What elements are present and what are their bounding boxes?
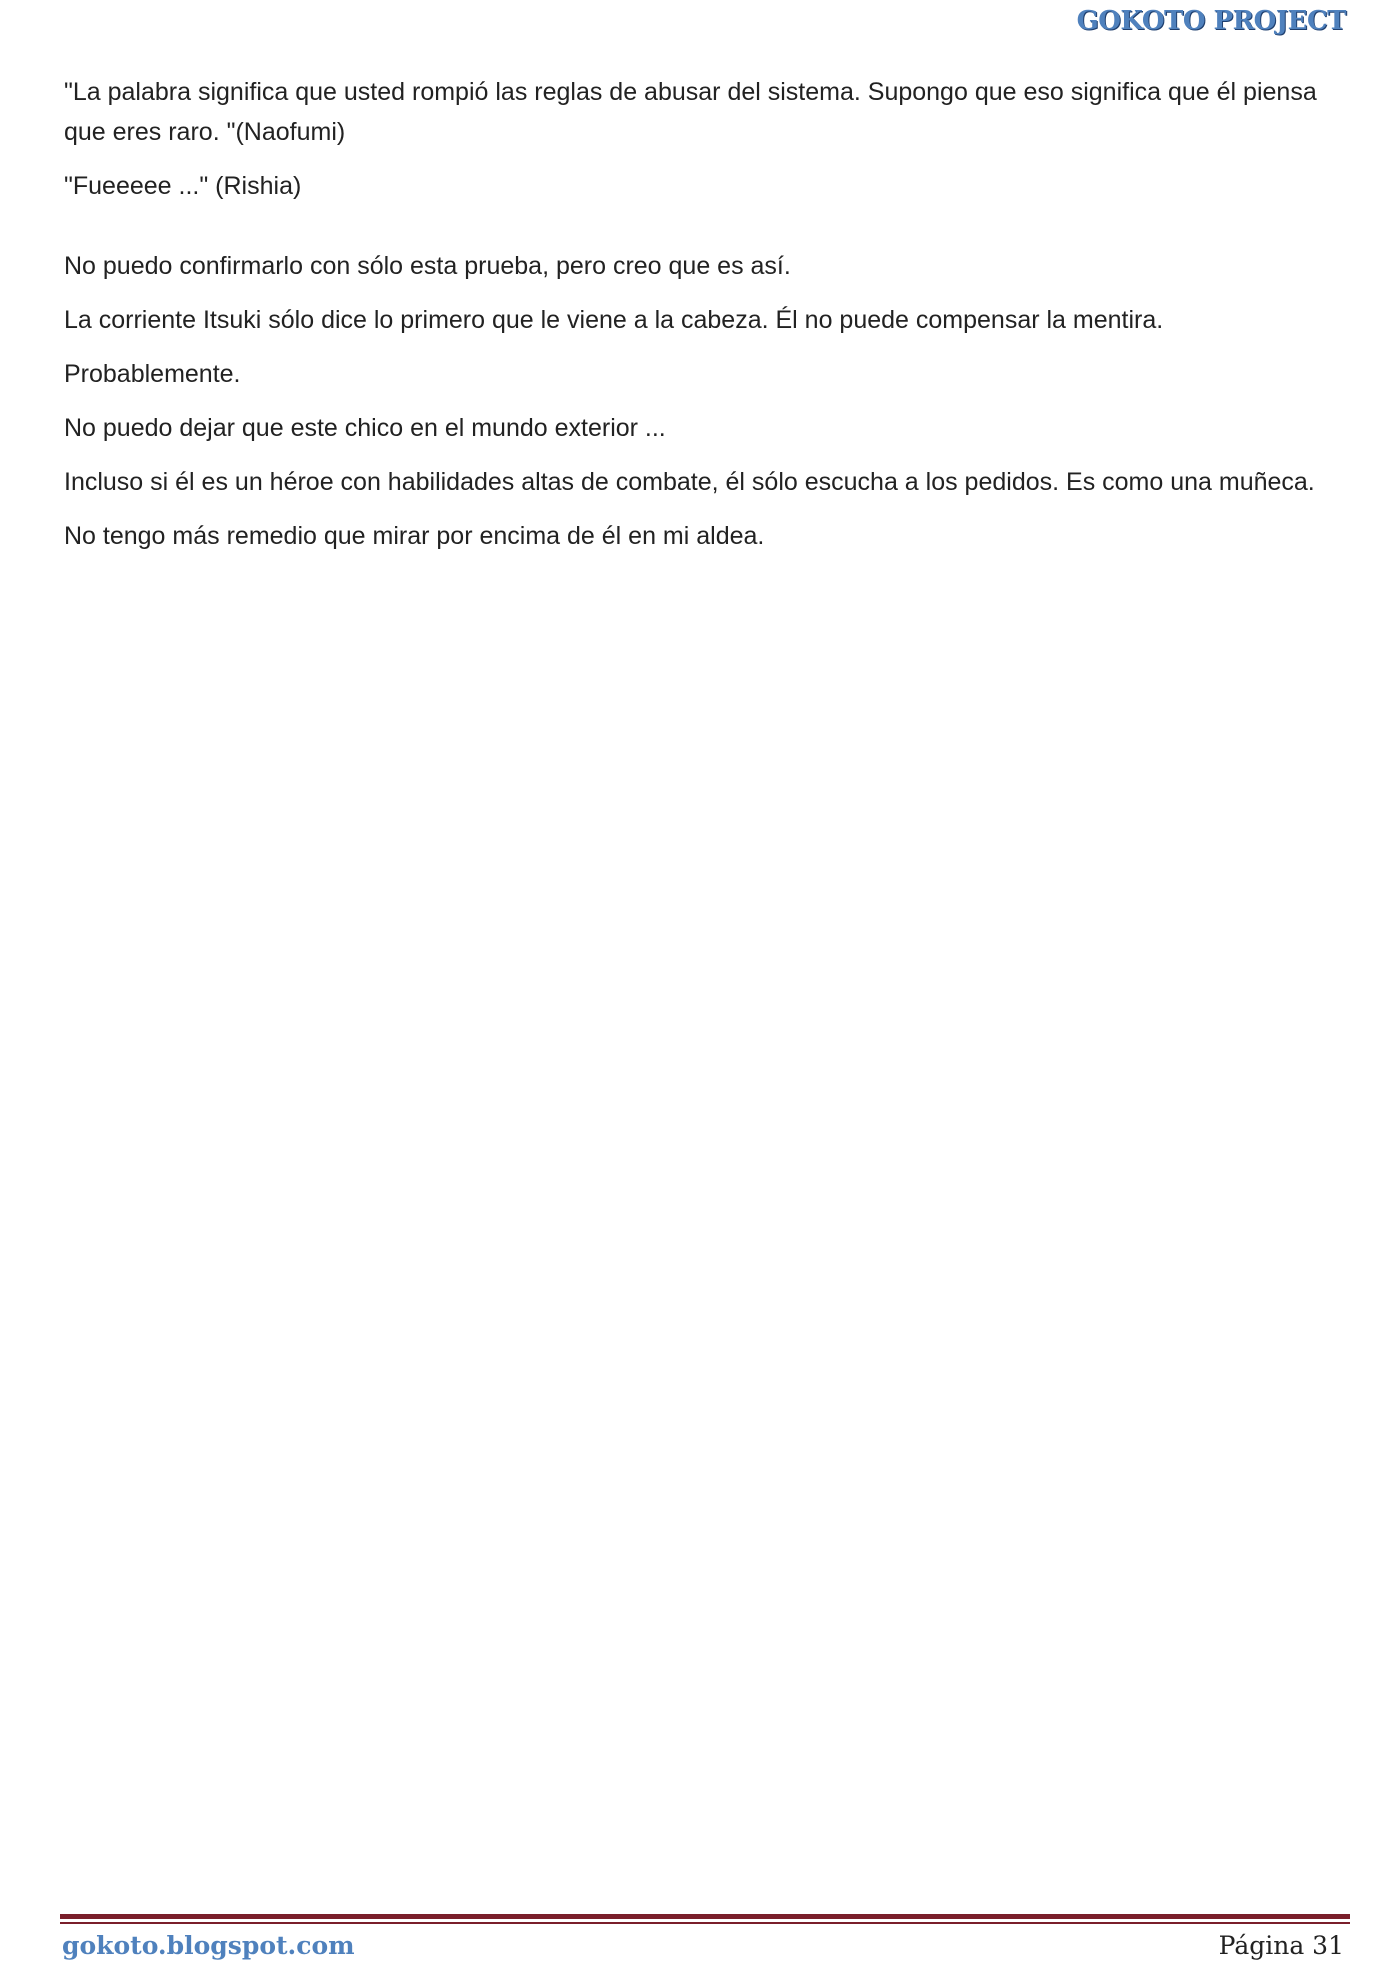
header-brand: GOKOTO PROJECT [1076, 6, 1346, 36]
paragraph-2: "Fueeeee ..." (Rishia) [64, 172, 302, 200]
footer-divider-thick [60, 1914, 1350, 1919]
paragraph-5: Probablemente. [64, 360, 241, 388]
page-number: Página 31 [1218, 1931, 1344, 1960]
paragraph-4: La corriente Itsuki sólo dice lo primero que le viene a la cabeza. Él no puede compensar la mentira. [64, 306, 1164, 334]
footer-divider [60, 1914, 1350, 1926]
paragraph-7: Incluso si él es un héroe con habilidades altas de combate, él sólo escucha a los pedidos. Es como una muñeca. [64, 468, 1315, 496]
paragraph-6: No puedo dejar que este chico en el mundo exterior ... [64, 414, 666, 442]
page-body [64, 72, 1336, 570]
paragraph-3: No puedo confirmarlo con sólo esta prueba, pero creo que es así. [64, 252, 791, 280]
footer-site-link[interactable]: gokoto.blogspot.com [62, 1931, 355, 1960]
paragraph-1: "La palabra significa que usted rompió las reglas de abusar del sistema. Supongo que eso significa que él piensa que eres raro. "(Naofumi) [64, 78, 1317, 146]
footer-divider-thin [60, 1922, 1350, 1924]
paragraph-8: No tengo más remedio que mirar por encima de él en mi aldea. [64, 522, 765, 550]
